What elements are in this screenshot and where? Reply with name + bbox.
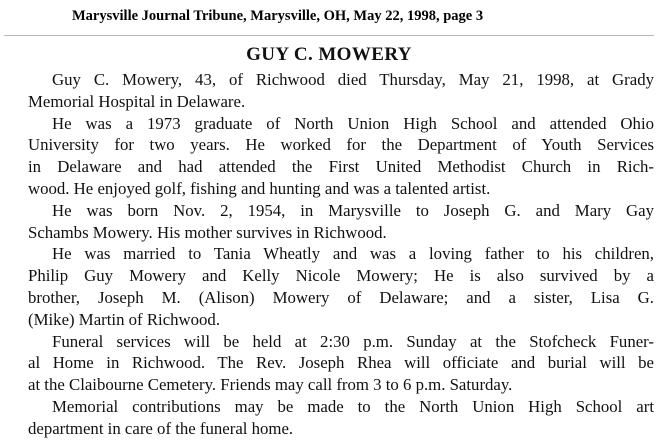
text-line: brother, Joseph M. (Alison) Mowery of Delaware; and a sister, Lisa G. (28, 287, 654, 307)
text-line: Schambs Mowery. His mother survives in Richwood. (28, 222, 387, 242)
clipping-top-edge (4, 35, 654, 36)
text-line: He was born Nov. 2, 1954, in Marysville to Joseph G. and Mary Gay (52, 200, 654, 220)
text-line: al Home in Richwood. The Rev. Joseph Rhea will officiate and burial will be (28, 353, 654, 373)
paragraph-birth (4, 200, 654, 244)
text-line: wood. He enjoyed golf, fishing and hunting and was a talented artist. (28, 178, 491, 198)
obituary-body (4, 69, 654, 440)
text-line: He was a 1973 graduate of North Union High School and attended Ohio (52, 113, 654, 133)
text-line: He was married to Tania Wheatly and was a loving father to his children, (52, 244, 654, 264)
text-line: at the Claibourne Cemetery. Friends may call from 3 to 6 p.m. Saturday. (28, 375, 513, 395)
text-line: Guy C. Mowery, 43, of Richwood died Thursday, May 21, 1998, at Grady (52, 70, 654, 89)
obituary-headline: GUY C. MOWERY (246, 44, 412, 65)
paragraph-family (4, 243, 654, 330)
text-line: department in care of the funeral home. (28, 418, 294, 438)
text-line: in Delaware and had attended the First United Methodist Church in Rich- (28, 157, 654, 177)
text-line: Philip Guy Mowery and Kelly Nicole Mowery; He is also survived by a (28, 266, 654, 286)
paragraph-memorial (4, 396, 654, 440)
text-line: Memorial Hospital in Delaware. (28, 91, 246, 111)
paragraph-funeral-services (4, 331, 654, 396)
text-line: University for two years. He worked for the Department of Youth Services (28, 135, 654, 155)
source-citation: Marysville Journal Tribune, Marysville, OH, May 22, 1998, page 3 (72, 8, 484, 24)
paragraph-education-work (4, 113, 654, 200)
text-line: Memorial contributions may be made to the North Union High School art (52, 396, 654, 416)
text-line: Funeral services will be held at 2:30 p.m. Sunday at the Stofcheck Funer- (52, 331, 654, 351)
obituary-clipping (4, 35, 654, 439)
text-line: (Mike) Martin of Richwood. (28, 309, 221, 329)
paragraph-death-notice (4, 69, 654, 113)
